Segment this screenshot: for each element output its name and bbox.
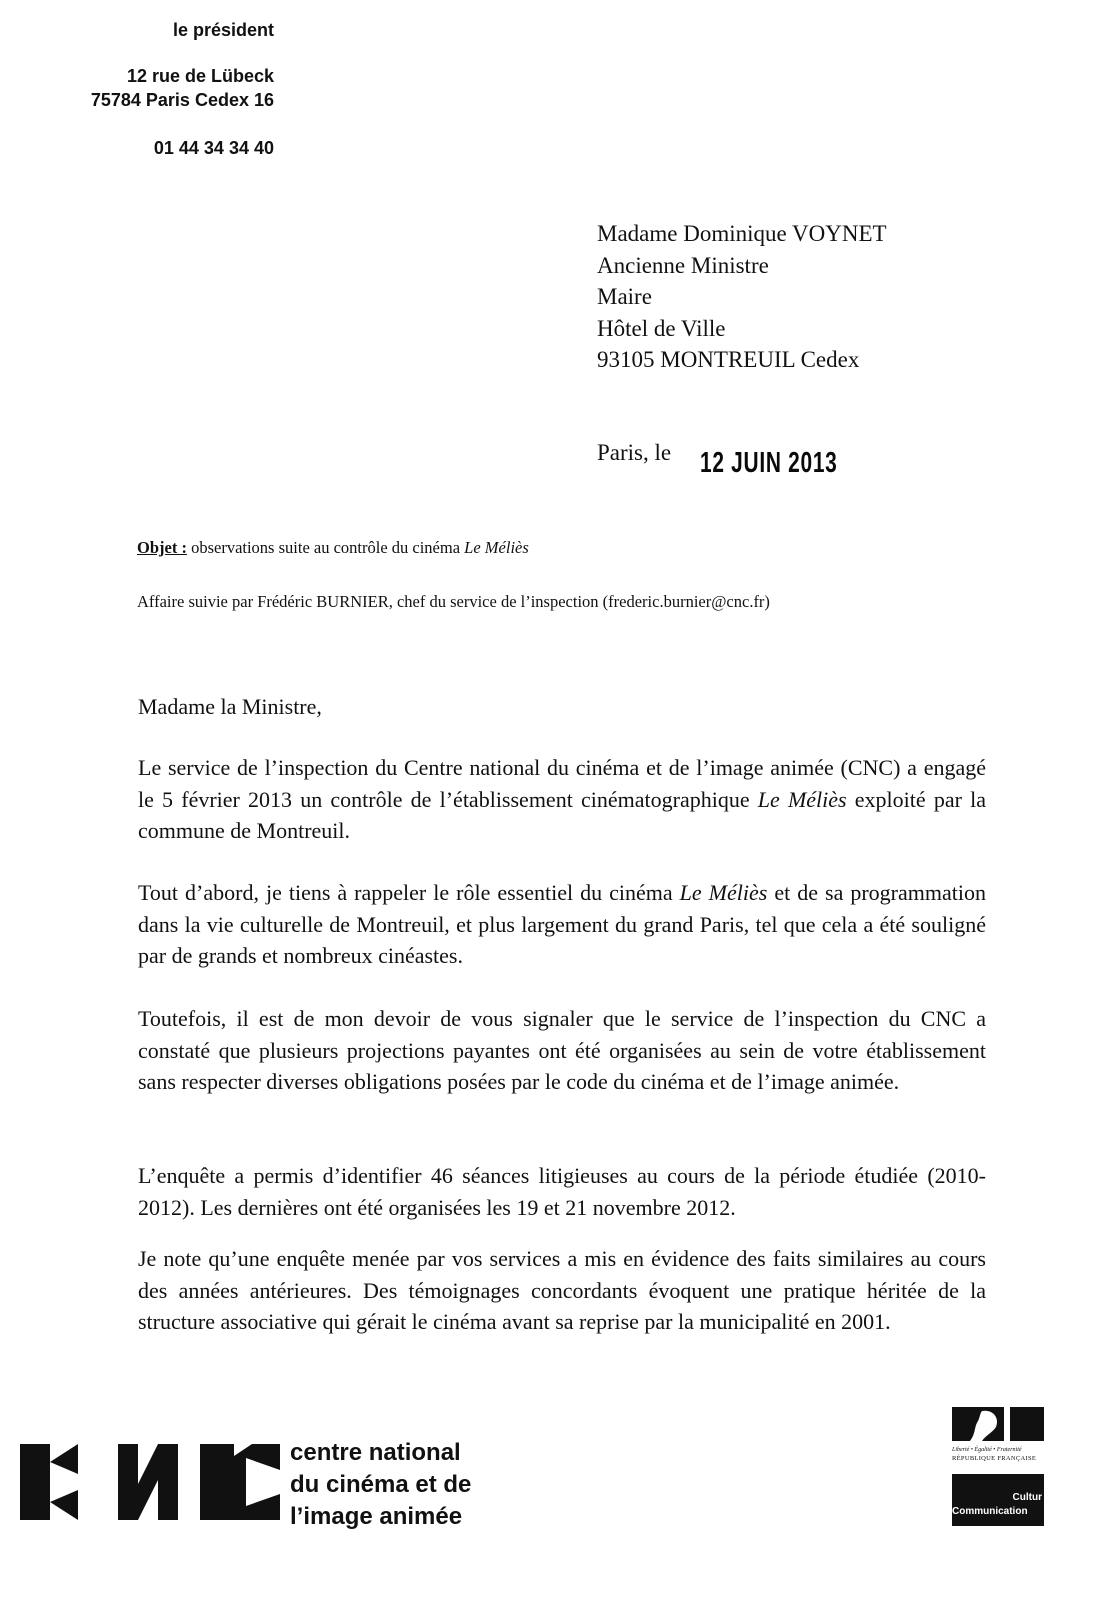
object-cinema: Le Méliès bbox=[464, 538, 529, 557]
paragraph-1-part-b: exploité par la commune de Montreuil. bbox=[138, 786, 986, 843]
recipient-city: 93105 MONTREUIL Cedex bbox=[597, 347, 860, 372]
object-label: Objet : bbox=[137, 538, 187, 557]
paragraph-2-cinema: Le Méliès bbox=[679, 880, 768, 905]
paragraph-5: Je note qu’une enquête menée par vos services a mis en évidence des faits similaires au cours des années antérieures. Des témoignages concordants évoquent une pratique héritée de la structure associative qui gérait le cinéma avant sa reprise par la municipalité en 2001. bbox=[138, 1246, 986, 1334]
recipient-building: Hôtel de Ville bbox=[597, 315, 726, 341]
recipient-title: Ancienne Ministre bbox=[597, 252, 769, 278]
ministry-line-1: Cultur bbox=[1012, 1492, 1042, 1503]
salutation: Madame la Ministre, bbox=[138, 694, 322, 719]
recipient-function: Maire bbox=[597, 284, 652, 309]
recipient-name: Madame Dominique VOYNET bbox=[597, 221, 887, 246]
paragraph-1-part-a: Le service de l’inspection du Centre national du cinéma et de l’image animée (CNC) a engagé le 5 février 2013 un contrôle de l’établissement cinématographique bbox=[138, 755, 986, 812]
ministry-badge bbox=[952, 1474, 1044, 1526]
marianne-icon bbox=[952, 1407, 1044, 1441]
cnc-name-line-3: l’image animée bbox=[290, 1503, 463, 1530]
cnc-name-line-2: du cinéma et de bbox=[290, 1471, 472, 1498]
paragraph-2-part-a: Tout d’abord, je tiens à rappeler le rôle essentiel du cinéma bbox=[138, 880, 673, 905]
rf-motto: Liberté • Égalité • Fraternité bbox=[952, 1447, 1022, 1453]
cnc-logo-icon bbox=[20, 1440, 282, 1526]
republique-logo bbox=[952, 1407, 1044, 1463]
date-label: Paris, le bbox=[597, 440, 672, 465]
ministry-line-2: Communication bbox=[952, 1506, 1028, 1517]
affaire-line: Affaire suivie par Frédéric BURNIER, chef du service de l’inspection (frederic.burnier@cnc.fr) bbox=[137, 592, 770, 611]
sender-phone: 01 44 34 34 40 bbox=[153, 138, 274, 158]
rf-name: RÉPUBLIQUE FRANÇAISE bbox=[952, 1455, 1037, 1462]
sender-city: 75784 Paris Cedex 16 bbox=[90, 90, 274, 110]
cnc-name bbox=[290, 1437, 471, 1533]
recipient-address bbox=[597, 218, 887, 376]
cnc-name-line-1: centre national bbox=[290, 1439, 461, 1466]
date-stamp: 12 JUIN 2013 bbox=[700, 447, 838, 479]
paragraph-1-cinema: Le Méliès bbox=[757, 786, 847, 812]
object-text: observations suite au contrôle du cinéma bbox=[191, 538, 461, 557]
paragraph-2 bbox=[138, 877, 986, 972]
paragraph-2-part-b: et de sa programmation dans la vie culturelle de Montreuil, et plus largement du grand Paris, tel que cela a été souligné par de grands et nombreux cinéastes. bbox=[138, 880, 986, 968]
sender-street: 12 rue de Lübeck bbox=[126, 66, 274, 86]
paragraph-4: L’enquête a permis d’identifier 46 séances litigieuses au cours de la période étudiée (2010-2012). Les dernières ont été organisées les 19 et 21 novembre 2012. bbox=[138, 1163, 986, 1220]
sender-role: le président bbox=[172, 20, 274, 40]
object-line bbox=[137, 538, 529, 558]
paragraph-3: Toutefois, il est de mon devoir de vous signaler que le service de l’inspection du CNC a constaté que plusieurs projections payantes ont été organisées au sein de votre établissement sans respecter diverses obligations posées par le code du cinéma et de l’image animée. bbox=[138, 1006, 986, 1094]
paragraph-1 bbox=[138, 752, 986, 847]
